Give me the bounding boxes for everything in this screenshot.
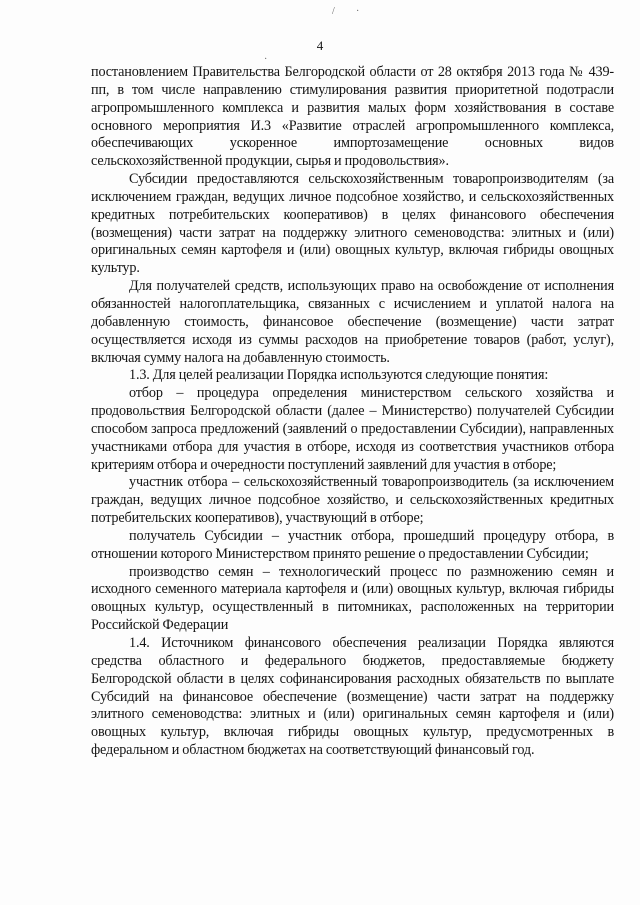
paragraph-section-1-4: 1.4. Источником финансового обеспечения реализации Порядка являются средства областного и федерального бюджетов, предоставляемые бюджету Белгородской области в целях софинансирования расходных обязательств по выплате Субсидий на финансовое обеспечение (возмещение) части затрат на поддержку элитного семеноводства: элитных и (или) оригинальных семян картофеля и (или) овощных культур, включая гибриды овощных культур, предусмотренных в федеральном и областном бюджетах на соответствующий финансовый год. <box>91 635 614 759</box>
document-body <box>91 64 614 760</box>
paragraph-definition-participant: участник отбора – сельскохозяйственный товаропроизводитель (за исключением граждан, ведущих личное подсобное хозяйство, и сельскохозяйственных кредитных потребительских кооперативов), участвующий в отборе; <box>91 474 614 527</box>
scan-mark: · <box>356 6 360 17</box>
paragraph-definition-selection: отбор – процедура определения министерством сельского хозяйства и продовольствия Белгородской области (далее – Министерство) получателей Субсидии способом запроса предложений (заявлений о предоставлении Субсидии), направленных участниками отбора для участия в отборе, исходя из соответствия участников отбора критериям отбора и очередности поступлений заявлений для участия в отборе; <box>91 385 614 473</box>
page-number: 4 <box>316 38 324 53</box>
paragraph-definition-recipient: получатель Субсидии – участник отбора, прошедший процедуру отбора, в отношении которого Министерством принято решение о предоставлении Субсидии; <box>91 527 614 562</box>
paragraph-continuation: постановлением Правительства Белгородской области от 28 октября 2013 года № 439-пп, в том числе направлению стимулирования развития приоритетной подотрасли агропромышленного комплекса и развития малых форм хозяйствования в составе основного мероприятия И.3 «Развитие отраслей агропромышленного комплекса, обеспечивающих ускоренное импортозамещение основных видов сельскохозяйственной продукции, сырья и продовольствия». <box>91 64 614 170</box>
paragraph-vat-exemption: Для получателей средств, использующих право на освобождение от исполнения обязанностей налогоплательщика, связанных с исчислением и уплатой налога на добавленную стоимость, финансовое обеспечение (возмещение) части затрат осуществляется исходя из суммы расходов на приобретение товаров (работ, услуг), включая сумму налога на добавленную стоимость. <box>91 278 614 366</box>
scan-mark: / <box>332 6 335 17</box>
paragraph-section-1-3: 1.3. Для целей реализации Порядка используются следующие понятия: <box>129 367 549 384</box>
scan-mark: · <box>264 54 268 65</box>
paragraph-subsidy-recipients: Субсидии предоставляются сельскохозяйственным товаропроизводителям (за исключением граждан, ведущих личное подсобное хозяйство, и сельскохозяйственных кредитных потребительских кооперативов) в целях финансового обеспечения (возмещения) части затрат на поддержку элитного семеноводства: элитных и (или) оригинальных семян картофеля и (или) овощных культур, включая гибриды овощных культур. <box>91 171 614 277</box>
paragraph-definition-seed-production: производство семян – технологический процесс по размножению семян и исходного семенного материала картофеля и (или) овощных культур, включая гибриды овощных культур, осуществленный в питомниках, расположенных на территории Российской Федерации <box>91 563 614 634</box>
